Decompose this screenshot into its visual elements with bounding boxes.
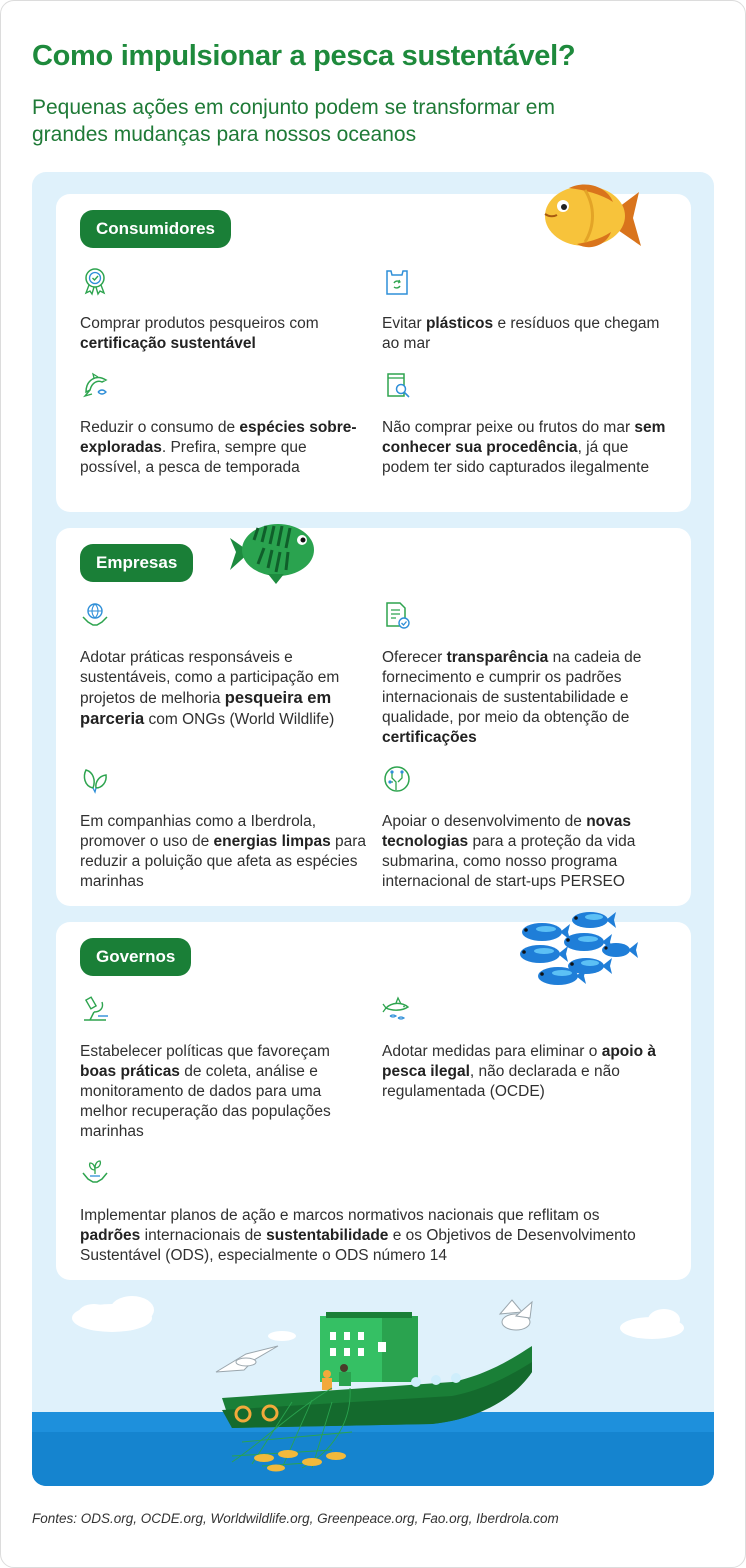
action-item <box>80 764 370 892</box>
page-subtitle: Pequenas ações em conjunto podem se transformar em grandes mudanças para nossos oceanos <box>32 96 555 146</box>
plant-hands-icon <box>80 1158 110 1188</box>
verified-document-icon <box>382 600 412 630</box>
action-text: Estabelecer políticas que favoreçam boas práticas de coleta, análise e monitoramento de dados para uma melhor recuperação das populações marinhas <box>80 1043 331 1140</box>
action-item <box>382 600 672 748</box>
action-item <box>382 764 672 892</box>
action-text: Comprar produtos pesqueiros com certificação sustentável <box>80 315 319 352</box>
action-item <box>382 370 672 478</box>
action-text: Implementar planos de ação e marcos normativos nacionais que reflitam os padrões internacionais de sustentabilidade e os Objetivos de Desenvolvimento Sustentável (ODS), especialmente o ODS número 14 <box>80 1207 636 1264</box>
content-panel <box>32 172 714 1486</box>
action-text: Reduzir o consumo de espécies sobre-exploradas. Prefira, sempre que possível, a pesca de temporada <box>80 419 357 476</box>
leaves-icon <box>80 764 110 794</box>
action-text: Oferecer transparência na cadeia de fornecimento e cumprir os padrões internacionais de sustentabilidade e qualidade, por meio da obtenção de certificações <box>382 649 642 746</box>
globe-hands-icon <box>80 600 110 630</box>
recycle-bag-icon <box>382 266 412 296</box>
sources-footnote: Fontes: ODS.org, OCDE.org, Worldwildlife.org, Greenpeace.org, Fao.org, Iberdrola.com <box>32 1511 559 1526</box>
action-text: Em companhias como a Iberdrola, promover o uso de energias limpas para reduzir a poluição que afeta as espécies marinhas <box>80 813 367 890</box>
yellow-fish-illustration <box>537 180 647 252</box>
action-item <box>80 266 370 354</box>
action-item <box>382 994 672 1102</box>
section-label-empresas: Empresas <box>80 544 193 582</box>
shark-icon <box>382 994 412 1024</box>
action-item <box>80 994 370 1142</box>
page-title: Como impulsionar a pesca sustentável? <box>32 40 576 72</box>
action-text: Adotar medidas para eliminar o apoio à pesca ilegal, não declarada e não regulamentada (OCDE) <box>382 1043 656 1100</box>
action-item <box>80 370 370 478</box>
green-fish-illustration <box>228 518 320 586</box>
action-text: Apoiar o desenvolvimento de novas tecnologias para a proteção da vida submarina, como nosso programa internacional de start-ups PERSEO <box>382 813 636 890</box>
action-item <box>382 266 672 354</box>
action-item <box>80 1158 660 1266</box>
section-label-governos: Governos <box>80 938 191 976</box>
certificate-medal-icon <box>80 266 110 296</box>
action-text: Não comprar peixe ou frutos do mar sem conhecer sua procedência, já que podem ter sido capturados ilegalmente <box>382 419 666 476</box>
section-label-consumidores: Consumidores <box>80 210 231 248</box>
action-text: Evitar plásticos e resíduos que chegam ao mar <box>382 315 660 352</box>
section-card-empresas <box>56 528 691 906</box>
action-text: Adotar práticas responsáveis e sustentáveis, como a participação em projetos de melhoria pesqueira em parceria com ONGs (World Wildlife) <box>80 649 340 728</box>
fishing-boat-scene-illustration <box>32 1292 714 1486</box>
microscope-icon <box>80 994 110 1024</box>
blue-fish-school-illustration <box>514 906 638 988</box>
action-item <box>80 600 370 730</box>
search-document-icon <box>382 370 412 400</box>
dolphin-icon <box>80 370 110 400</box>
circuit-technology-icon <box>382 764 412 794</box>
